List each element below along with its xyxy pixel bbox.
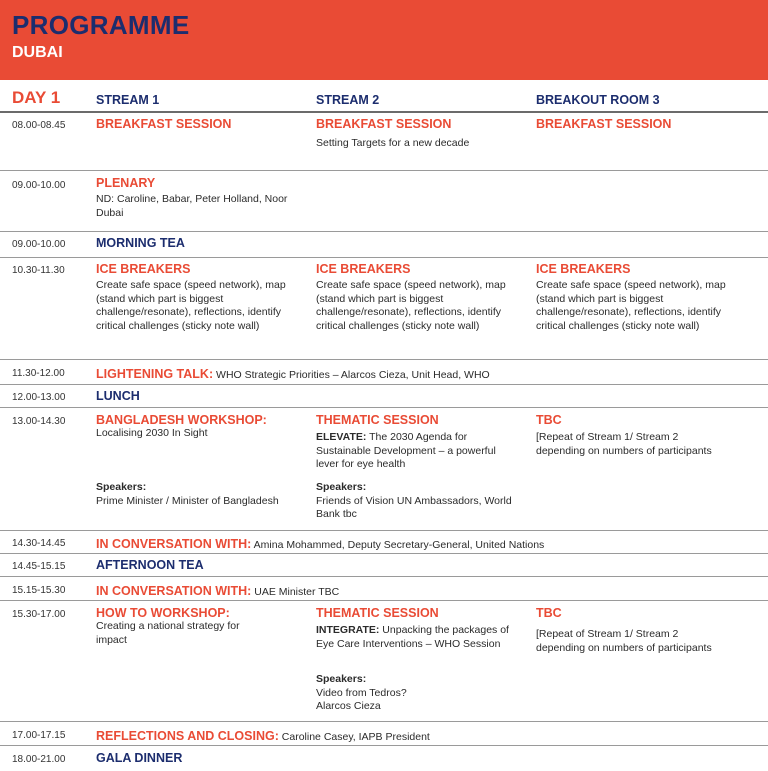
- session-description: Create safe space (speed network), map (stand which part is biggest challenge/resonate), reflections, identify critical challenges (sticky note wall): [536, 279, 726, 332]
- speakers-label: Speakers:: [316, 673, 367, 685]
- session-label: IN CONVERSATION WITH:: [96, 584, 252, 598]
- session-title: HOW TO WORKSHOP:: [96, 606, 230, 620]
- breakfast-stream1: [96, 117, 231, 131]
- thematic-integrate: [316, 606, 516, 651]
- session-title: GALA DINNER: [96, 751, 183, 765]
- session-title: TBC: [536, 413, 562, 427]
- session-body: Unpacking the packages of Eye Care Interventions – WHO Session: [316, 624, 509, 650]
- session-description: ND: Caroline, Babar, Peter Holland, Noor Dubai: [96, 193, 288, 219]
- lightening-talk: [96, 365, 490, 383]
- howto-breakout: [536, 606, 726, 655]
- session-title: MORNING TEA: [96, 236, 185, 250]
- ice-breakers-breakout: [536, 262, 741, 333]
- plenary-session: [96, 176, 296, 220]
- row-divider: [0, 600, 768, 601]
- session-description: [316, 431, 496, 472]
- speakers-list: Prime Minister / Minister of Bangladesh: [96, 494, 279, 507]
- session-subtitle: Creating a national strategy for impact: [96, 620, 240, 646]
- bangladesh-workshop: [96, 413, 301, 441]
- session-title: TBC: [536, 606, 562, 620]
- howto-workshop: [96, 606, 266, 647]
- programme-banner: [0, 0, 768, 80]
- stream2-heading: STREAM 2: [316, 93, 380, 107]
- afternoon-tea: [96, 558, 204, 572]
- row-divider: [0, 407, 768, 408]
- row-divider: [0, 530, 768, 531]
- row-divider: [0, 721, 768, 722]
- page-subtitle: DUBAI: [12, 44, 63, 61]
- speakers-label: Speakers:: [96, 481, 147, 493]
- speakers-label: Speakers:: [316, 481, 367, 493]
- session-title: LUNCH: [96, 389, 140, 403]
- page-title: PROGRAMME: [12, 10, 190, 40]
- session-description: Caroline Casey, IAPB President: [278, 731, 430, 743]
- row-divider: [0, 576, 768, 577]
- row-divider: [0, 384, 768, 385]
- day-heading: DAY 1: [12, 88, 61, 107]
- time-conversation-2: 15.15-15.30: [12, 585, 66, 596]
- session-description: Create safe space (speed network), map (stand which part is biggest challenge/resonate), reflections, identify critical challenges (sticky note wall): [316, 279, 506, 332]
- header-divider: [0, 111, 768, 113]
- conversation-2: [96, 582, 339, 600]
- session-title: AFTERNOON TEA: [96, 558, 204, 572]
- integrate-speakers: [316, 673, 426, 714]
- session-label: REFLECTIONS AND CLOSING:: [96, 729, 279, 743]
- time-workshop: 13.00-14.30: [12, 416, 66, 427]
- gala-dinner: [96, 751, 182, 765]
- session-subtitle: Localising 2030 In Sight: [96, 427, 208, 439]
- breakfast-stream2: [316, 117, 521, 151]
- session-title: ICE BREAKERS: [316, 262, 411, 276]
- session-title: BANGLADESH WORKSHOP:: [96, 413, 267, 427]
- bangladesh-speakers: [96, 481, 286, 508]
- breakout-heading: BREAKOUT ROOM 3: [536, 93, 660, 107]
- conversation-1: [96, 535, 544, 553]
- session-title: BREAKFAST SESSION: [96, 117, 232, 131]
- session-title: BREAKFAST SESSION: [316, 117, 452, 131]
- time-howto: 15.30-17.00: [12, 609, 66, 620]
- thematic-elevate: [316, 413, 516, 472]
- stream1-heading: STREAM 1: [96, 93, 160, 107]
- session-description: [Repeat of Stream 1/ Stream 2 depending on numbers of participants: [536, 628, 712, 654]
- session-description: UAE Minister TBC: [251, 586, 340, 598]
- time-plenary: 09.00-10.00: [12, 180, 66, 191]
- time-lunch: 12.00-13.00: [12, 392, 66, 403]
- morning-tea: [96, 236, 185, 250]
- speakers-list: Friends of Vision UN Ambassadors, World Bank tbc: [316, 494, 512, 520]
- time-afternoon-tea: 14.45-15.15: [12, 561, 66, 572]
- speakers-list: Video from Tedros? Alarcos Cieza: [316, 686, 407, 712]
- session-label: IN CONVERSATION WITH:: [96, 537, 252, 551]
- time-closing: 17.00-17.15: [12, 730, 66, 741]
- time-breakfast: 08.00-08.45: [12, 120, 66, 131]
- session-title: PLENARY: [96, 176, 156, 190]
- ice-breakers-stream1: [96, 262, 301, 333]
- row-divider: [0, 231, 768, 232]
- session-description: Amina Mohammed, Deputy Secretary-General, United Nations: [251, 539, 545, 551]
- session-label: LIGHTENING TALK:: [96, 367, 214, 381]
- session-body: The 2030 Agenda for Sustainable Development – a powerful lever for eye health: [316, 431, 496, 470]
- row-divider: [0, 257, 768, 258]
- time-gala: 18.00-21.00: [12, 754, 66, 765]
- time-lightening: 11.30-12.00: [12, 368, 65, 379]
- session-title: THEMATIC SESSION: [316, 413, 439, 427]
- session-lead: INTEGRATE:: [316, 624, 380, 636]
- row-divider: [0, 553, 768, 554]
- time-morning-tea: 09.00-10.00: [12, 239, 66, 250]
- breakfast-breakout: [536, 117, 671, 131]
- session-description: Setting Targets for a new decade: [316, 137, 470, 149]
- session-description: Create safe space (speed network), map (stand which part is biggest challenge/resonate), reflections, identify critical challenges (sticky note wall): [96, 279, 286, 332]
- ice-breakers-stream2: [316, 262, 521, 333]
- session-description: [316, 624, 511, 651]
- elevate-speakers: [316, 481, 516, 522]
- reflections-closing: [96, 727, 430, 745]
- session-title: BREAKFAST SESSION: [536, 117, 672, 131]
- time-ice-breakers: 10.30-11.30: [12, 265, 65, 276]
- row-divider: [0, 359, 768, 360]
- row-divider: [0, 170, 768, 171]
- lunch: [96, 389, 140, 403]
- time-conversation-1: 14.30-14.45: [12, 538, 66, 549]
- session-lead: ELEVATE:: [316, 431, 367, 443]
- session-title: ICE BREAKERS: [96, 262, 191, 276]
- session-description: WHO Strategic Priorities – Alarcos Cieza, Unit Head, WHO: [213, 369, 490, 381]
- session-title: THEMATIC SESSION: [316, 606, 439, 620]
- workshop-breakout: [536, 413, 726, 458]
- session-description: [Repeat of Stream 1/ Stream 2 depending on numbers of participants: [536, 431, 712, 457]
- session-title: ICE BREAKERS: [536, 262, 631, 276]
- row-divider: [0, 745, 768, 746]
